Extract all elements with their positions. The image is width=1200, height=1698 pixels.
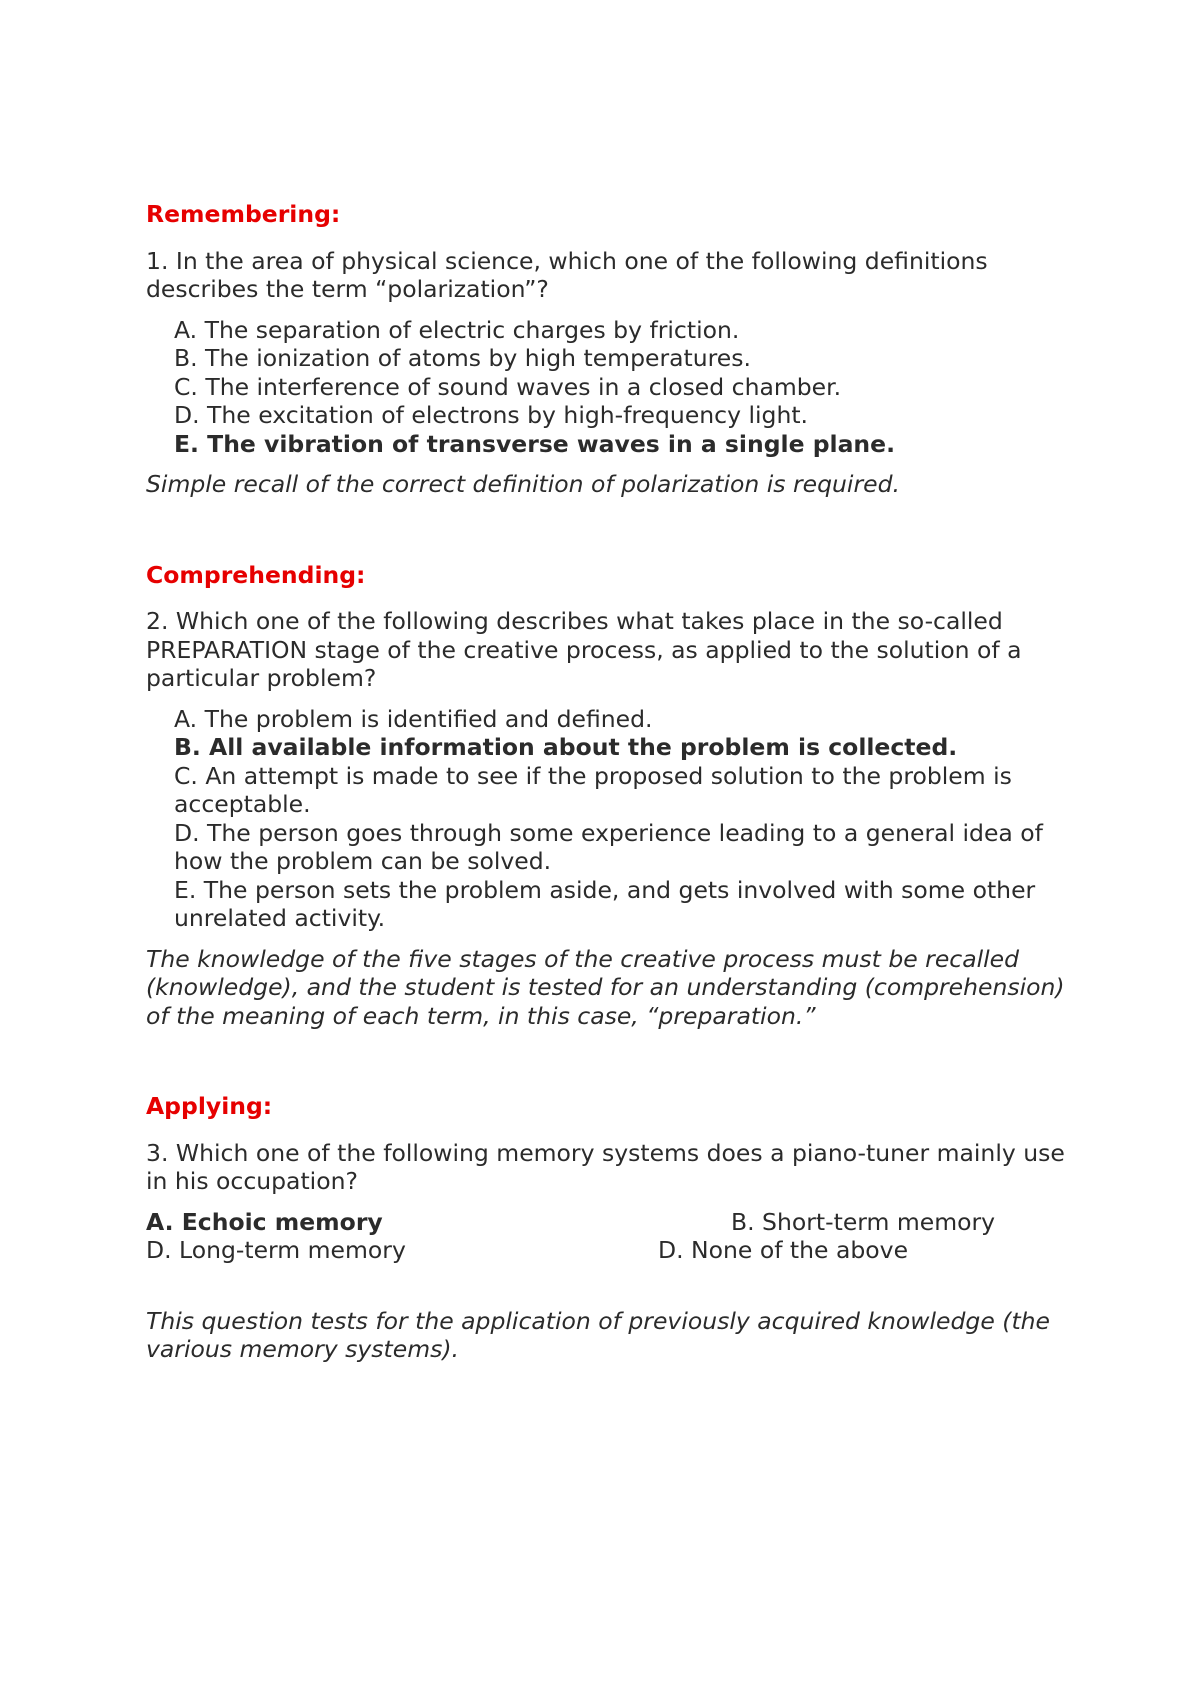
answer-option: D. None of the above <box>658 1236 909 1264</box>
answer-option: B. Short-term memory <box>731 1207 996 1236</box>
explanation-note: This question tests for the application of previously acquired knowledge (the various memory systems). <box>146 1306 1051 1363</box>
answer-options <box>174 705 1086 933</box>
section-heading: Remembering: <box>146 200 341 228</box>
answer-option: B. The ionization of atoms by high temperatures. <box>174 344 751 372</box>
answer-option: D. The person goes through some experience leading to a general idea of how the problem can be solved. <box>174 818 1043 875</box>
answer-option: A. The separation of electric charges by friction. <box>174 315 740 344</box>
answer-option: D. The excitation of electrons by high-frequency light. <box>174 401 809 429</box>
section-remembering <box>146 200 1086 499</box>
answer-options-grid <box>146 1208 1086 1265</box>
question-text: 3. Which one of the following memory systems does a piano-tuner mainly use in his occupation? <box>146 1138 1065 1195</box>
answer-options <box>174 316 1086 459</box>
answer-option: C. The interference of sound waves in a closed chamber. <box>174 372 842 401</box>
correct-answer-option: A. Echoic memory <box>146 1207 383 1236</box>
section-comprehending <box>146 561 1086 1031</box>
correct-answer-option: B. All available information about the problem is collected. <box>174 733 958 761</box>
section-heading: Applying: <box>146 1092 273 1120</box>
answer-option: E. The person sets the problem aside, and gets involved with some other unrelated activity. <box>174 875 1036 932</box>
section-heading: Comprehending: <box>146 560 366 589</box>
question-text: 2. Which one of the following describes what takes place in the so-called PREPARATION stage of the creative process, as applied to the solution of a particular problem? <box>146 607 1022 692</box>
explanation-note: The knowledge of the five stages of the creative process must be recalled (knowledge), and the student is tested for an understanding (comprehension) of the meaning of each term, in this case, “preparation.” <box>146 944 1065 1030</box>
answer-option: D. Long-term memory <box>146 1236 406 1264</box>
correct-answer-option: E. The vibration of transverse waves in a single plane. <box>174 429 896 458</box>
document-content <box>146 200 1086 1364</box>
section-applying <box>146 1092 1086 1364</box>
answer-option: A. The problem is identified and defined. <box>174 704 653 733</box>
question-text: 1. In the area of physical science, which one of the following definitions describes the term “polarization”? <box>146 246 988 303</box>
explanation-note: Simple recall of the correct definition of polarization is required. <box>146 470 900 498</box>
answer-option: C. An attempt is made to see if the proposed solution to the problem is acceptable. <box>174 761 1012 818</box>
